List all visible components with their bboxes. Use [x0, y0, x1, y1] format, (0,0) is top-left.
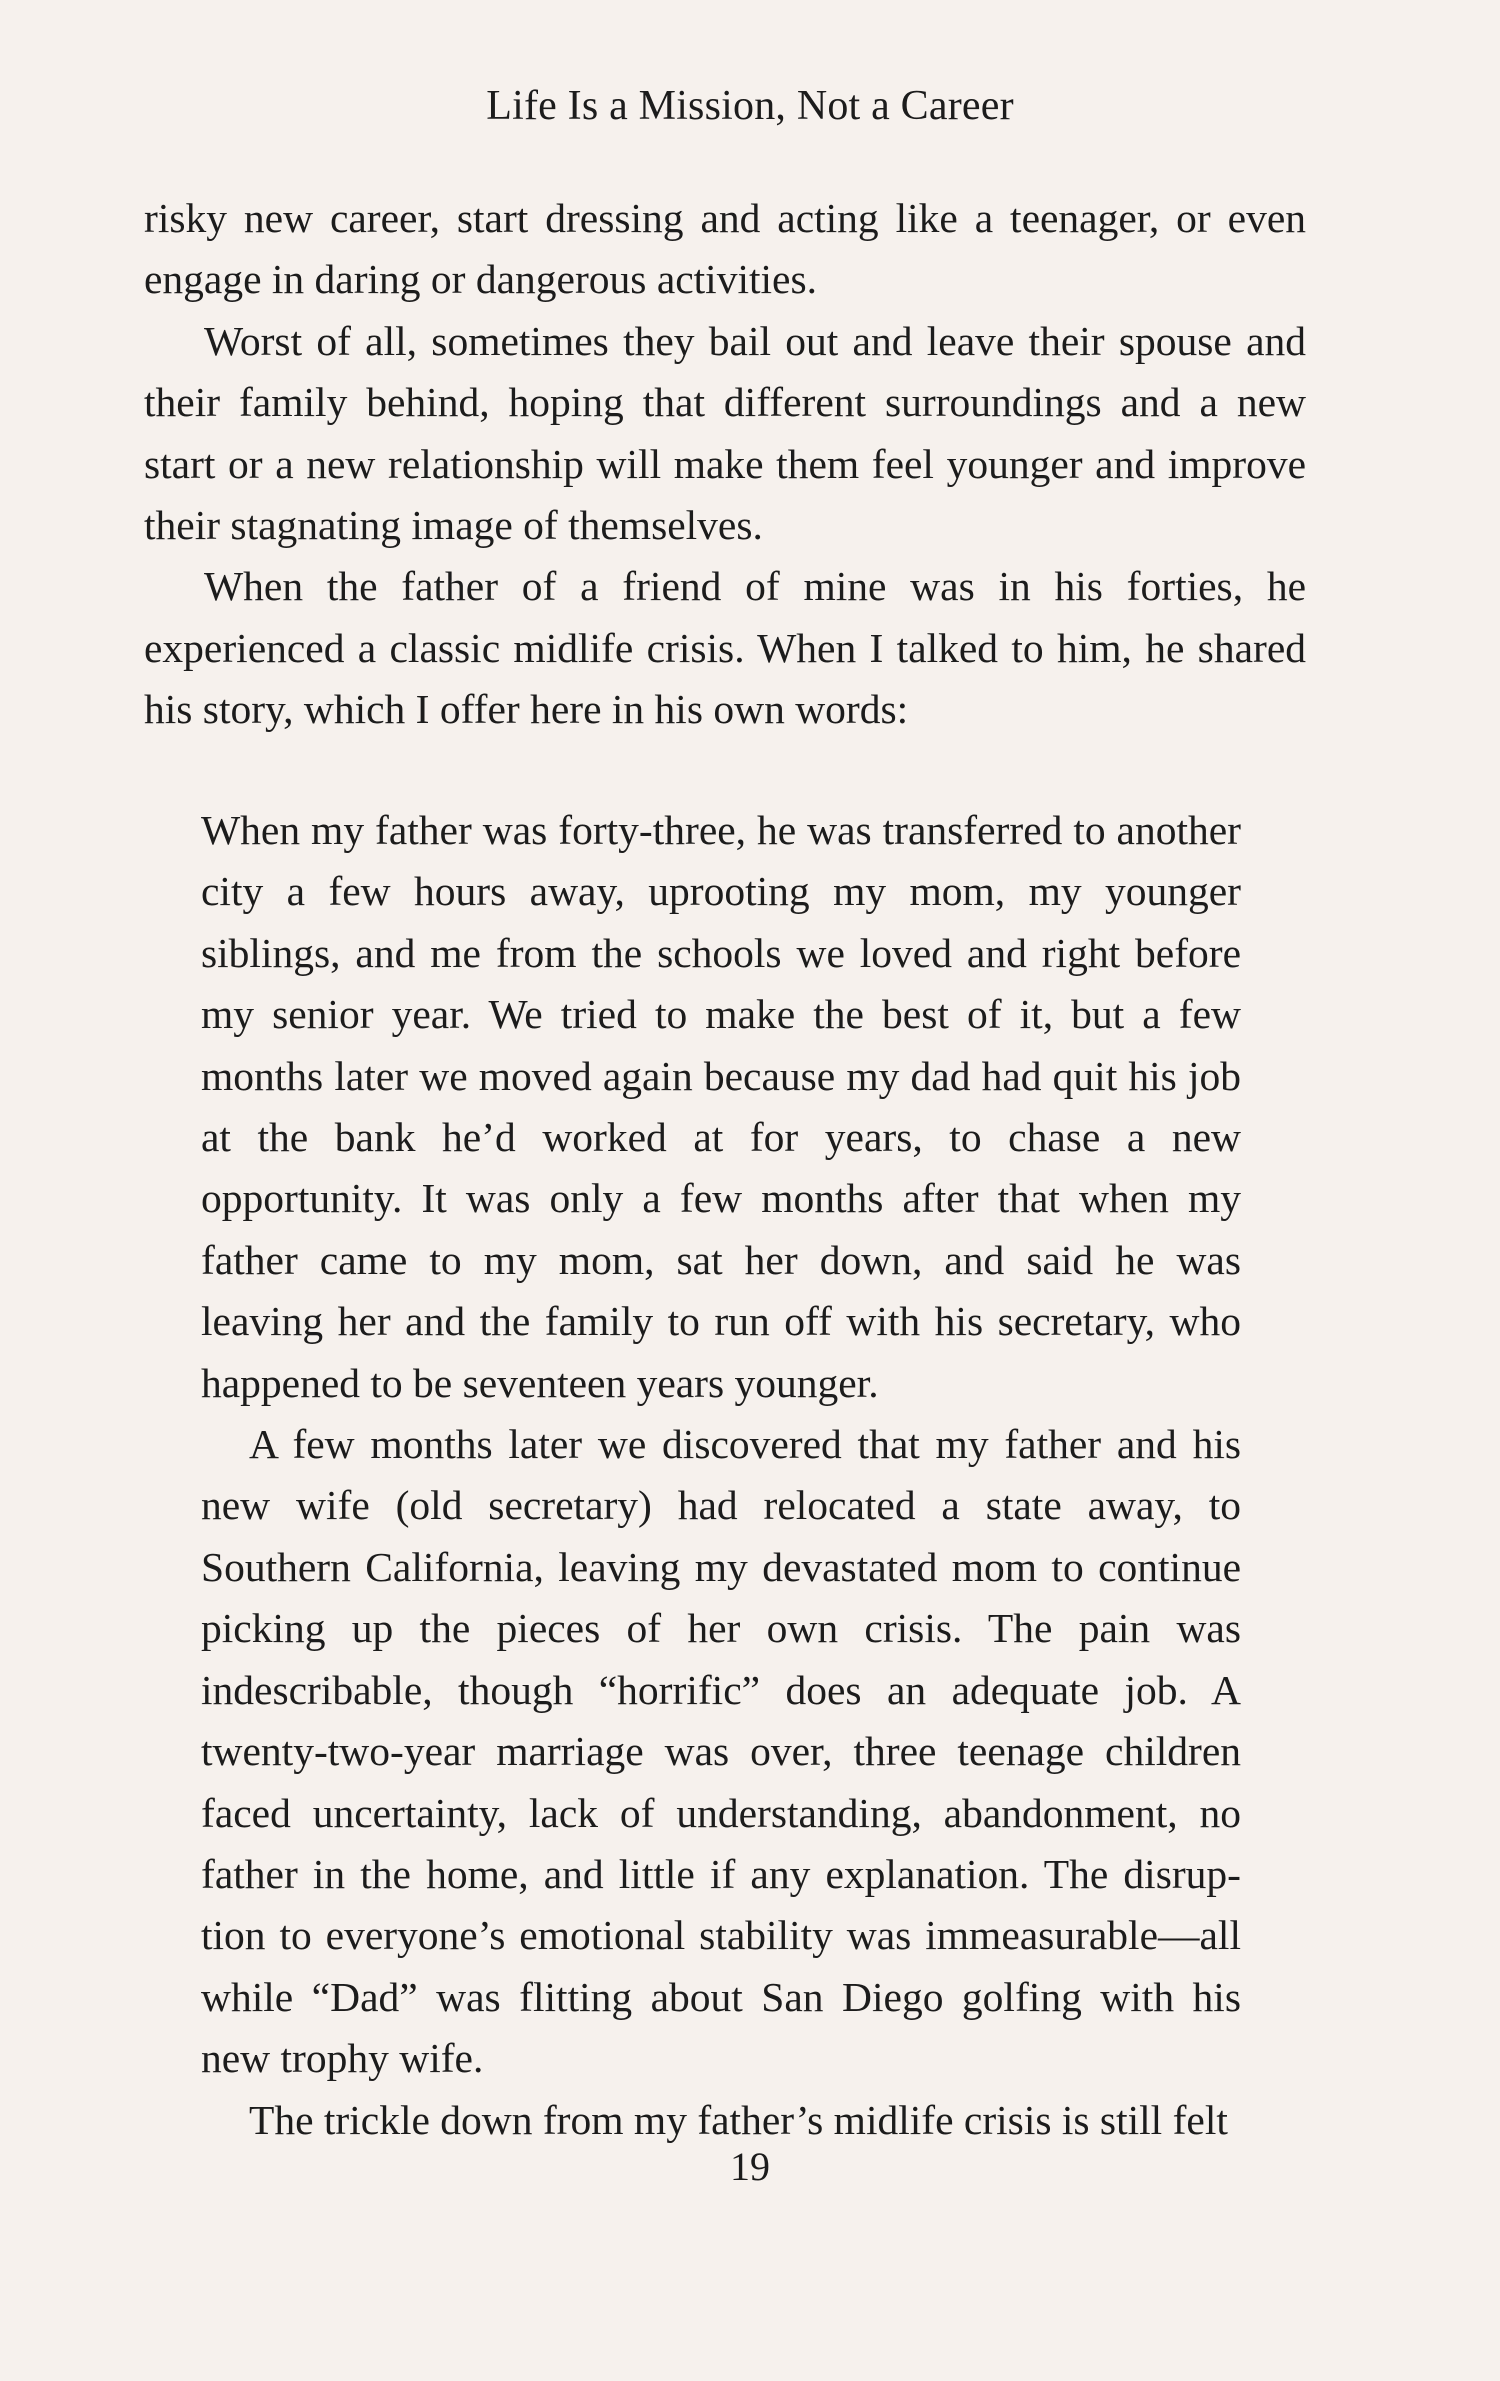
quote-paragraph-3: The trickle down from my father’s midlife crisis is still felt [249, 2096, 1228, 2143]
block-quote [201, 800, 1241, 2151]
paragraph-1: risky new career, start dressing and acting like a teenager, or even engage in daring or dangerous activities. [144, 195, 1306, 303]
page-number: 19 [730, 2144, 770, 2189]
running-head: Life Is a Mission, Not a Career [486, 83, 1014, 129]
paragraph-3: When the father of a friend of mine was in his forties, he experienced a classic midlife crisis. When I talked to him, he shared his story, which I offer here in his own words: [144, 563, 1306, 733]
quote-paragraph-1: When my father was forty-three, he was transferred to another city a few hours away, uprooting my mom, my younger siblings, and me from the schools we loved and right before my senior year. We tried to make the best of it, but a few months later we moved again because my dad had quit his job at the bank he’d worked at for years, to chase a new opportunity. It was only a few months after that when my father came to my mom, sat her down, and said he was leaving her and the family to run off with his secretary, who happened to be seventeen years younger. [201, 807, 1241, 1406]
paragraph-2: Worst of all, sometimes they bail out and leave their spouse and their family behind, hoping that different surroundings and a new start or a new relationship will make them feel younger and improve their stagnating image of themselves. [144, 317, 1306, 549]
body-text [144, 188, 1306, 741]
quote-paragraph-2: A few months later we discovered that my father and his new wife (old secretary) had relocated a state away, to Southern California, leaving my devastated mom to continue picking up the pieces of her own crisis. The pain was indescribable, though “horrific” does an adequate job. A twenty-two-year marriage was over, three teenage children faced uncertainty, lack of understanding, abandonment, no father in the home, and little if any explanation. The disruption to everyone’s emotional stability was immeasurable—all while “Dad” was flitting about San Diego golfing with his new trophy wife. [201, 1421, 1241, 2082]
